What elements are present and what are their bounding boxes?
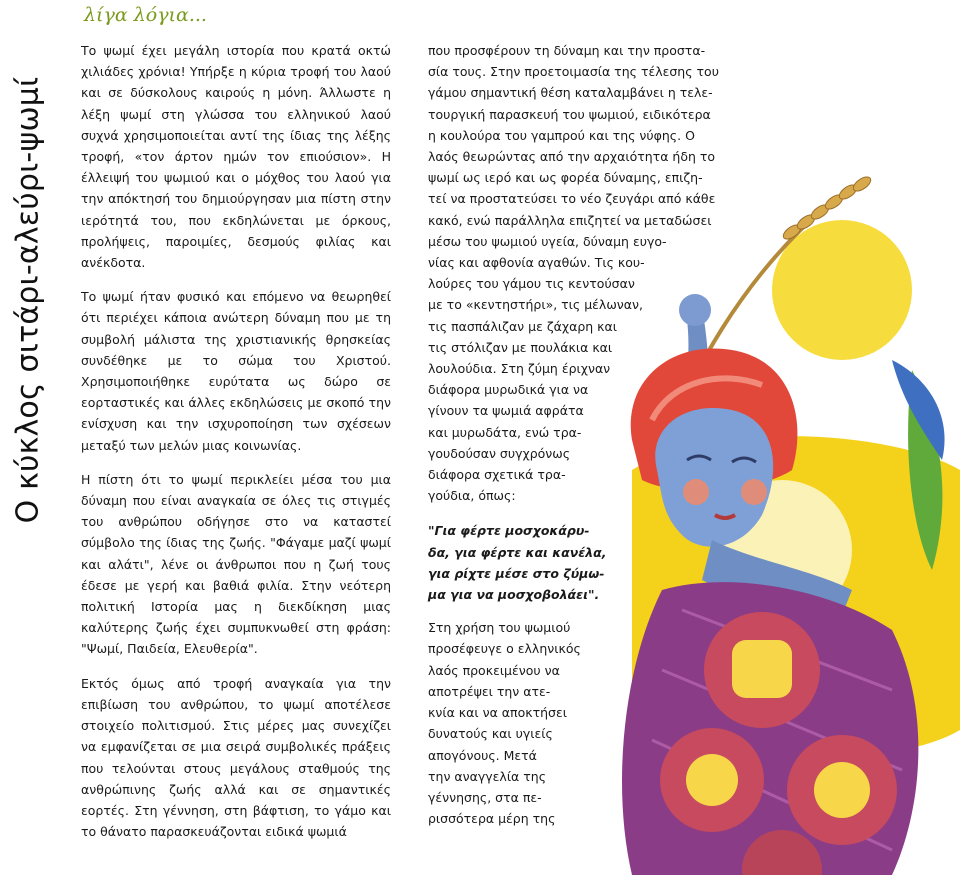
closing-line: αποτρέψει την ατε- bbox=[428, 683, 551, 699]
right-line: που προσφέρουν τη δύναμη και την προστα- bbox=[428, 43, 706, 58]
right-line: και μυρωδάτα, ενώ τρα- bbox=[428, 424, 582, 440]
left-paragraph-1: Το ψωμί έχει μεγάλη ιστορία που κρατά οκτώ χιλιάδες χρόνια! Υπήρξε η κύρια τροφή του λαού και σε δύσκολους καιρούς η μόνη. Άλλωστε η λέξη ψωμί στη γλώσσα του ελληνικού λαού συχνά χρησιμοποιείται αντί της ίδιας της λέξης τροφή, «τον άρτον ημών τον επιούσιον». Η έλλειψή του ψωμιού και ο μόχθος του λαού για την απόκτησή του δημιούργησαν μια πίστη στην ιερότητά του, που εκδηλώνεται με όρκους, προλήψεις, παροιμίες, δεσμούς φιλίας και ανέκδοτα. bbox=[81, 43, 391, 271]
verse-line: για ρίχτε μέσε στο ζύμω- bbox=[428, 565, 605, 581]
closing-line: δυνατούς και υγιείς bbox=[428, 726, 553, 742]
closing-line: λαός προκειμένου να bbox=[428, 662, 560, 678]
right-line: γάμου σημαντική θέση καταλαμβάνει η τελε- bbox=[428, 85, 713, 101]
verse-line: δα, για φέρτε και κανέλα, bbox=[428, 544, 607, 560]
right-line: λουλούδια. Στη ζύμη έριχναν bbox=[428, 361, 611, 377]
verse-line: "Για φέρτε μοσχοκάρυ- bbox=[428, 523, 590, 539]
sun-shape bbox=[772, 220, 912, 360]
right-line: διάφορα μυρωδικά για να bbox=[428, 382, 589, 398]
right-line: γουδούσαν συγχρόνως bbox=[428, 445, 571, 461]
wheat-woman-illustration bbox=[592, 170, 960, 875]
left-paragraph-3: Η πίστη ότι το ψωμί περικλείει μέσα του μια δύναμη που είναι αναγκαία σε όλες τις στιγμές του ανθρώπου οδήγησε στο να καταστεί σύμβολο της ίδιας της ζωής. "Φάγαμε μαζί ψωμί και αλάτι", λένε οι άνθρωποι που η ζωή τους έδεσε με γερή και βαθιά φιλία. Στην νεότερη πολιτική Ιστορία μας η διεκδίκηση μιας καλύτερης ζωής έχει συμπυκνωθεί στη φράση: "Ψωμί, Παιδεία, Ελευθερία". bbox=[81, 471, 391, 657]
left-paragraph-4: Εκτός όμως από τροφή αναγκαία για την επιβίωση του ανθρώπου, το ψωμί αποτέλεσε στοιχείο πολιτισμού. Στις μέρες μας συνεχίζει να εμφανίζεται σε μια σειρά συμβολικές πράξεις που τελούνται στους μεγάλους σταθμούς της ανθρώπινης ζωής αλλά και σε σημαντικές εορτές. Στη γέννηση, στη βάφτιση, το γάμο και το θάνατο παρασκευάζονται ειδικά ψωμιά bbox=[81, 675, 391, 840]
right-line: τεί να προστατεύσει το νέο ζευγάρι από κάθε bbox=[428, 191, 716, 207]
left-paragraph-2: Το ψωμί ήταν φυσικό και επόμενο να θεωρηθεί ότι περιέχει κάποια ανώτερη δύναμη που με τη συμβολή μάλιστα της χριστιανικής θρησκείας συνδέθηκε με το σώμα του Χριστού. Χρησιμοποιήθηκε ευρύτατα ως δώρο σε εορταστικές και άλλες εκδηλώσεις με σκοπό την ενίσχυση και την ισχυροποίηση των σχέσεων μεταξύ των μελών μιας κοινωνίας. bbox=[81, 289, 391, 453]
bread-loaf-2 bbox=[660, 728, 764, 832]
closing-line: κνία και να αποκτήσει bbox=[428, 705, 567, 721]
closing-line: γέννησης, στα πε- bbox=[428, 789, 542, 805]
fist bbox=[679, 294, 711, 326]
right-line: σία τους. Στην προετοιμασία της τέλεσης του bbox=[428, 64, 719, 80]
right-line: γούδια, όπως: bbox=[428, 488, 516, 504]
verse-line: μα για να μοσχοβολάει". bbox=[428, 587, 600, 603]
left-column bbox=[81, 40, 391, 855]
right-line: μέσω του ψωμιού υγεία, δύναμη ευγο- bbox=[428, 233, 667, 249]
right-line: διάφορα σχετικά τρα- bbox=[428, 467, 566, 483]
right-line: γίνουν τα ψωμιά αφράτα bbox=[428, 403, 584, 419]
right-line: ψωμί ως ιερό και ως φορέα δύναμης, επιζη- bbox=[428, 170, 703, 186]
right-line: νίας και αφθονία αγαθών. Τις κου- bbox=[428, 255, 645, 271]
right-line: τουργική παρασκευή του ψωμιού, ειδικότερα bbox=[428, 106, 711, 122]
closing-line: απογόνους. Μετά bbox=[428, 747, 537, 763]
right-line: κακό, ενώ παράλληλα επιζητεί να μεταδώσει bbox=[428, 212, 712, 228]
right-line: η κουλούρα του γαμπρού και της νύφης. Ο bbox=[428, 127, 695, 143]
right-line: τις πασπάλιζαν με ζάχαρη και bbox=[428, 318, 617, 334]
closing-line: ρισσότερα μέρη της bbox=[428, 811, 556, 827]
side-title-text: Ο κύκλος σιτάρι-αλεύρι-ψωμί bbox=[10, 76, 46, 524]
closing-line: την αναγγελία της bbox=[428, 768, 547, 784]
side-title bbox=[0, 0, 56, 875]
closing-line: Στη χρήση του ψωμιού bbox=[428, 620, 571, 636]
cheek-right bbox=[741, 479, 767, 505]
right-line: τις στόλιζαν με πουλάκια και bbox=[428, 339, 613, 355]
closing-line: προσέφευγε ο ελληνικός bbox=[428, 641, 581, 657]
right-line: λούρες του γάμου τις κεντούσαν bbox=[428, 276, 635, 292]
bread-loaf-3 bbox=[787, 735, 897, 845]
kicker-heading: λίγα λόγια... bbox=[84, 4, 207, 26]
cheek-left bbox=[683, 479, 709, 505]
right-line: με το «κεντηστήρι», τις μέλωναν, bbox=[428, 297, 643, 313]
bread-loaf-1 bbox=[704, 612, 820, 728]
right-line: λαός θεωρώντας από την αρχαιότητα ήδη το bbox=[428, 149, 716, 165]
